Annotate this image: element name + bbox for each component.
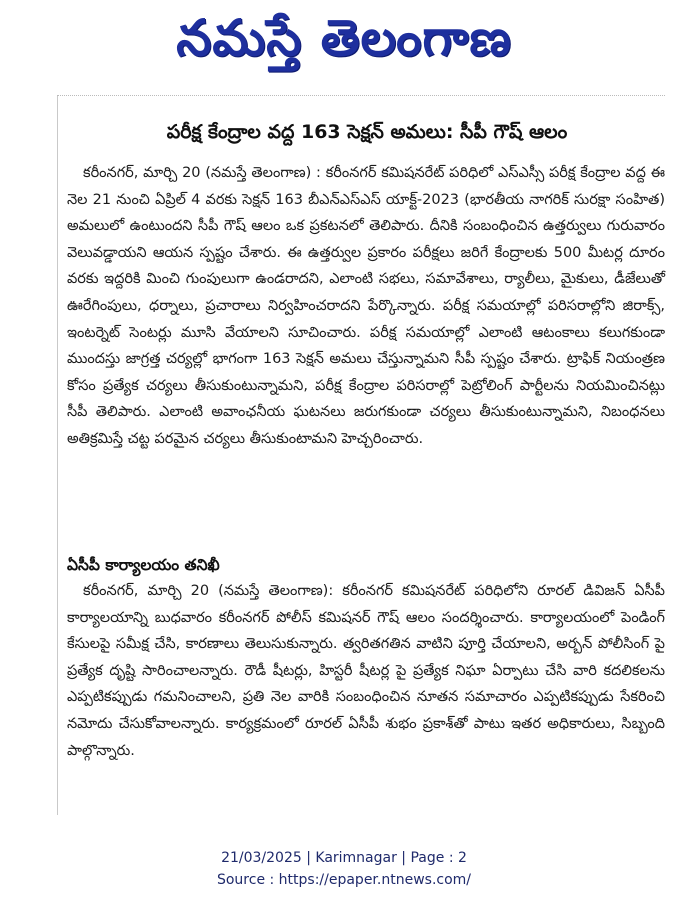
footer-date-edition: 21/03/2025 | Karimnagar | Page : 2 [221,850,467,866]
article-subheading: ఏసీపీ కార్యాలయం తనిఖీ [67,556,220,574]
newspaper-masthead [0,4,688,76]
article-body-second: కరీంనగర్, మార్చి 20 (నమస్తే తెలంగాణ): కరీంనగర్ కమిషనరేట్ పరిధిలోని రూరల్ డివిజన్ ఏసీపీ కార్యాలయాన్ని బుధవారం కరీంనగర్ పోలీస్ కమిషనర్ గౌష్ ఆలం సందర్శించారు. కార్యాలయంలో పెండింగ్ కేసులపై సమీక్ష చేసి, కారణాలు తెలుసుకున్నారు. త్వరితగతిన వాటిని పూర్తి చేయాలని, అర్బన్ పోలీసింగ్ పై ప్రత్యేక దృష్టి సారించాలన్నారు. రౌడీ షీటర్లు, హిస్టరీ షీటర్ల పై ప్రత్యేక నిఘా ఏర్పాటు చేసి వారి కదలికలను ఎప్పటికప్పుడు గమనించాలని, ప్రతి నెల వారికి సంబంధించిన నూతన సమాచారం ఎప్పటికప్పుడు సేకరించి నమోదు చేసుకోవాలన్నారు. కార్యక్రమంలో రూరల్ ఏసీపీ శుభం ప్రకాశ్‌తో పాటు ఇతర అధికారులు, సిబ్బంది పాల్గొన్నారు. [67,583,665,759]
footer-source-link[interactable]: Source : https://epaper.ntnews.com/ [216,872,472,888]
clipping-top-edge [57,95,665,96]
article-headline: పరీక్ష కేంద్రాల వద్ద 163 సెక్షన్ అమలు: సీపీ గౌష్ ఆలం [166,121,568,143]
article-body: కరీంనగర్, మార్చి 20 (నమస్తే తెలంగాణ) : కరీంనగర్ కమిషనరేట్ పరిధిలో ఎస్ఎస్సీ పరీక్ష కేంద్రాల వద్ద ఈ నెల 21 నుంచి ఏప్రిల్ 4 వరకు సెక్షన్ 163 బీఎన్ఎస్ఎస్ యాక్ట్-2023 (భారతీయ నాగరిక్ సురక్షా సంహిత) అమలులో ఉంటుందని సీపీ గౌష్ ఆలం ఒక ప్రకటనలో తెలిపారు. దీనికి సంబంధించిన ఉత్తర్వులు గురువారం వెలువడ్డాయని ఆయన స్పష్టం చేశారు. ఈ ఉత్తర్వుల ప్రకారం పరీక్షలు జరిగే కేంద్రాలకు 500 మీటర్ల దూరం వరకు ఇద్దరికి మించి గుంపులుగా ఉండరాదని, ఎలాంటి సభలు, సమావేశాలు, ర్యాలీలు, మైకులు, డీజేలుతో ఊరేగింపులు, ధర్నాలు, ప్రచారాలు నిర్వహించరాదని పేర్కొన్నారు. పరీక్ష సమయాల్లో పరిసరాల్లోని జిరాక్స్, ఇంటర్నెట్ సెంటర్లు మూసి వేయాలని సూచించారు. పరీక్ష సమయాల్లో ఎలాంటి ఆటంకాలు కలుగకుండా ముందస్తు జాగ్రత్త చర్యల్లో భాగంగా 163 సెక్షన్ అమలు చేస్తున్నామని సీపీ స్పష్టం చేశారు. ట్రాఫిక్ నియంత్రణ కోసం ప్రత్యేక చర్యలు తీసుకుంటున్నామని, పరీక్ష కేంద్రాల పరిసరాల్లో పెట్రోలింగ్ పార్టీలను నియమించినట్లు సీపీ తెలిపారు. ఎలాంటి అవాంఛనీయ ఘటనలు జరుగకుండా చర్యలు తీసుకుంటున్నామని, నిబంధనలు అతిక్రమిస్తే చట్ట పరమైన చర్యలు తీసుకుంటామని హెచ్చరించారు. [67,165,665,447]
masthead-title: నమస్తే తెలంగాణ [176,9,512,67]
